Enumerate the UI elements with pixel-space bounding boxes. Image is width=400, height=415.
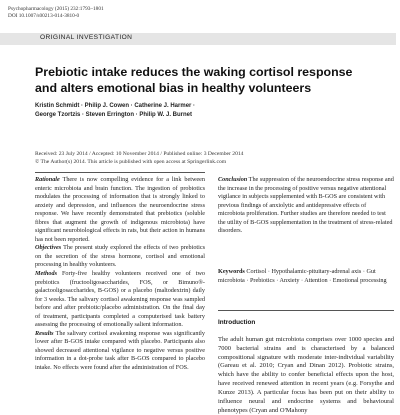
rationale-text: There is now compelling evidence for a link between enteric microbiota and brain function. The ingestion of probiotics modulates the processing of information that is strongly linked to anxiety and depression, and influences the neuroendocrine stress response. We have recently demonstrated that prebiotics (soluble fibres that augment the growth of indigenous microbiota) have significant neurobiological effects in rats, but their action in humans has not been reported. [35, 176, 206, 243]
author-list [35, 102, 375, 120]
doi: DOI 10.1007/s00213-014-3810-0 [8, 12, 80, 19]
keywords-text: Cortisol · Hypothalamic-pituitary-adrenal axis · Gut microbiota · Prebiotics · Anxiety · Attention · Emotional processing [218, 268, 387, 284]
methods-label: Methods [35, 270, 58, 278]
abstract-top-rule [35, 172, 205, 173]
article-title: Prebiotic intake reduces the waking cortisol response and alters emotional bias in healthy volunteers [35, 65, 353, 96]
section-label: ORIGINAL INVESTIGATION [40, 34, 133, 41]
received-dates: Received: 23 July 2014 / Accepted: 10 November 2014 / Published online: 3 December 2014 [35, 151, 244, 157]
author-line-1: Kristin Schmidt · Philip J. Cowen · Catherine J. Harmer · [35, 103, 196, 109]
abstract-column-left [35, 176, 205, 373]
abstract-results [35, 330, 205, 373]
journal-citation: Psychopharmacology (2015) 232:1793–1801 [8, 6, 104, 12]
introduction-text: The adult human gut microbiota comprises over 1000 species and 7000 bacterial strains and is characterised by a balanced compositional signature with moderate inter-individual variability (Gareau et al. 2010; Cryan and Dinan 2012). Probiotic strains, which have the ability to confer beneficial effects upon the host, have received renewed attention in recent years (e.g. Forsythe and Kunze 2013). A particular focus has been put on their ability to influence neural and endocrine systems and behavioural phenotypes (Cryan and O'Mahony [218, 336, 394, 414]
objectives-text: The present study explored the effects of two prebiotics on the secretion of the stress hormone, cortisol and emotional processing in healthy volunteers. [35, 244, 206, 269]
keywords-label: Keywords [218, 268, 245, 275]
abstract-methods [35, 270, 205, 330]
introduction-heading: Introduction [218, 319, 256, 326]
abstract-rationale [35, 176, 205, 244]
objectives-label: Objectives [35, 244, 62, 252]
results-text: The salivary cortisol awakening response was significantly lower after B-GOS intake compared with placebo. Participants also showed decreased attentional vigilance to negative versus positive information in a dot-probe task after B-GOS compared to placebo intake. No effects were found after the administration of FOS. [35, 329, 205, 372]
methods-text: Forty-five healthy volunteers received one of two prebiotics (fructooligosaccharides, FOS, or Bimuno®-galactooligosaccharides, B-GOS) or a placebo (maltodextrin) daily for 3 weeks. The salivary cortisol awakening response was sampled before and after prebiotic/placebo administration. On the final day of treatment, participants completed a computerised task battery assessing the processing of emotionally salient information. [35, 270, 206, 329]
journal-header [8, 6, 398, 20]
received-info [35, 151, 385, 166]
abstract-objectives [35, 244, 205, 270]
abstract-column-right [218, 176, 394, 236]
conclusion-label: Conclusion [218, 176, 248, 183]
keywords-bottom-rule [218, 310, 394, 311]
section-banner [0, 33, 396, 45]
rationale-label: Rationale [35, 176, 60, 183]
copyright-line: © The Author(s) 2014. This article is published with open access at Springerlink.com [35, 158, 227, 165]
abstract-conclusion [218, 176, 394, 236]
conclusion-text: The suppression of the neuroendocrine stress response and the increase in the processing of positive versus negative attentional vigilance in subjects supplemented with B-GOS are consistent with previous findings of anxiolytic and antidepressive effects of microbiota proliferation. Further studies are therefore needed to test the utility of B-GOS supplementation in the treatment of stress-related disorders. [218, 176, 394, 235]
results-label: Results [35, 329, 54, 337]
keywords [218, 268, 394, 285]
author-line-2: George Tzortzis · Steven Errington · Philip W. J. Burnet [35, 112, 193, 118]
